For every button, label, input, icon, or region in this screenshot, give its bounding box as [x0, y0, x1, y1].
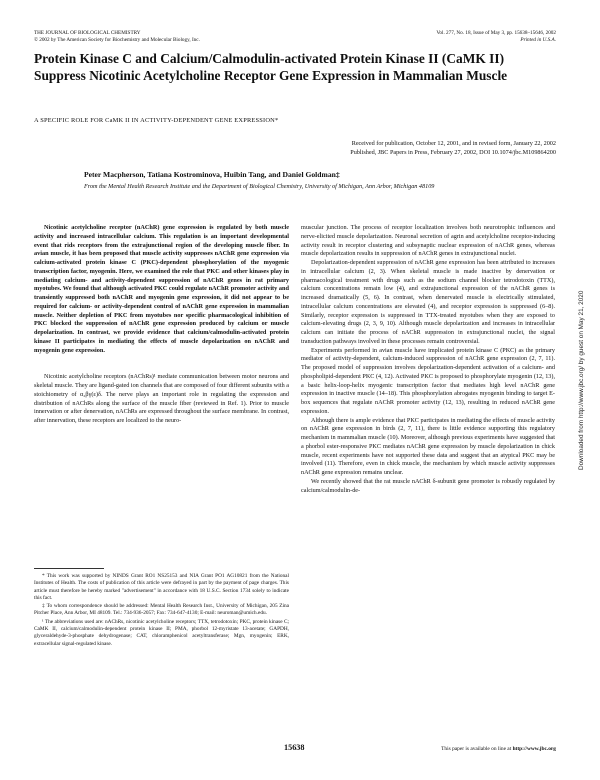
article-subtitle: A SPECIFIC ROLE FOR CaMK II IN ACTIVITY-DEPENDENT GENE EXPRESSION*	[34, 117, 279, 124]
footnote-funding: * This work was supported by NINDS Grant RO1 NS25153 and NIA Grant PO1 AG10821 from the National Institutes of Health. The costs of publication of this article were defrayed in part by the payment of page charges. This article must therefore be hereby marked "advertisement" in accordance with 18 U.S.C. Section 1734 solely to indicate this fact.	[34, 573, 289, 601]
footer-availability-text: This paper is available on line at	[441, 746, 512, 752]
affiliation: From the Mental Health Research Institute and the Department of Biological Chemistry, University of Michigan, Ann Arbor, Michigan 48109	[84, 183, 435, 190]
footer-availability	[441, 746, 556, 752]
right-column	[301, 224, 555, 495]
intro-paragraph-5: We recently showed that the rat muscle nAChR δ-subunit gene promoter is robustly regulated by calcium/calmodulin-de-	[301, 477, 555, 494]
page-number: 15638	[284, 743, 305, 752]
published-line: Published, JBC Papers in Press, February 27, 2002, DOI 10.1074/jbc.M109864200	[350, 149, 556, 156]
journal-header-right	[436, 30, 556, 44]
article-title: Protein Kinase C and Calcium/Calmodulin-activated Protein Kinase II (CaMK II) Suppress Nicotinic Acetylcholine Receptor Gene Expression in Mammalian Muscle	[34, 51, 508, 83]
footnote-divider	[34, 568, 104, 569]
received-line: Received for publication, October 12, 2001, and in revised form, January 22, 2002	[351, 140, 556, 147]
abstract	[34, 224, 289, 355]
journal-volume: Vol. 277, No. 18, Issue of May 3, pp. 15638–15646, 2002	[436, 30, 556, 36]
footnote-correspondence: ‡ To whom correspondence should be addressed: Mental Health Research Inst., University of Michigan, 205 Zina Pitcher Place, Ann Arbor, MI 48109. Tel.: 734-936-2057; Fax: 734-647-4130; E-mail: neuroman@umich.edu.	[34, 603, 289, 617]
abstract-text: Nicotinic acetylcholine receptor (nAChR) gene expression is regulated by both muscle activity and increased intracellular calcium. This regulation is an important developmental event that rids receptors from the extrajunctional region of the developing muscle fiber. In avian muscle, it has been proposed that muscle activity suppresses nAChR gene expression via calcium-activated protein kinase C (PKC)-dependent phosphorylation of the myogenic transcription factor, myogenin. Here, we examined the role that PKC and other kinases play in mediating calcium- and activity-dependent suppression of nAChR genes in rat primary myotubes. We found that although activated PKC could regulate nAChR promoter activity and transiently suppressed both nAChR and myogenin gene expression, it did not appear to be required for calcium- or activity-dependent control of nAChR gene expression in mammalian muscle. Neither depletion of PKC from myotubes nor specific pharmacological inhibition of PKC blocked the suppression of nAChR gene expression produced by calcium or muscle depolarization. In contrast, we provide evidence that calcium/calmodulin-activated protein kinase II participates in mediating the effects of muscle depolarization on nAChR and myogenin gene expression.	[34, 224, 289, 354]
intro-paragraph-continued: muscular junction. The process of receptor localization involves both neurotrophic influences and nerve-elicited muscle depolarization. Neuronal secretion of agrin and acetylcholine receptor-inducing activity result in receptor clustering and subsynaptic nuclear expression of nAChR genes, whereas muscle depolarization results in suppression of nAChR genes in extrajunctional nuclei.	[301, 224, 555, 258]
author-list: Peter Macpherson, Tatiana Kostrominova, Huibin Tang, and Daniel Goldman‡	[84, 170, 340, 179]
journal-printed: Printed in U.S.A.	[520, 37, 556, 43]
footnotes	[34, 568, 289, 649]
intro-paragraph-1: Nicotinic acetylcholine receptors (nAChRs)¹ mediate communication between motor neurons and skeletal muscle. They are ligand-gated ion channels that are composed of four different subunits with a stoichiometry of α₂βγ(ε)δ. The nerve plays an important role in regulating the expression and distribution of nAChRs along the surface of the muscle fiber (reviewed in Ref. 1). Prior to muscle innervation or after denervation, nAChRs are expressed throughout the surface membrane. In contrast, after innervation, these receptors are localized to the neuro-	[34, 373, 289, 424]
footer-url-link[interactable]: http://www.jbc.org	[512, 746, 556, 752]
intro-paragraph-2: Depolarization-dependent suppression of nAChR gene expression has been attributed to increases in intracellular calcium (2, 3). When skeletal muscle is made inactive by denervation or pharmacological treatment with drugs such as the sodium channel blocker tetrodotoxin (TTX), calcium concentrations remain low (4), and extrajunctional expression of the nAChR genes is increased dramatically (5, 6). In contrast, when denervated muscle is electrically stimulated, intracellular calcium concentrations are elevated (4), and receptor expression is suppressed (6–8). Similarly, receptor expression is suppressed in TTX-treated myotubes when they are exposed to calcium-elevating drugs (2, 3, 9, 10). Although muscle depolarization and increases in intracellular calcium can initiate the process of nAChR suppression in extrajunctional nuclei, the signal transduction pathways involved in these processes remain controversial.	[301, 259, 555, 345]
left-column	[34, 224, 289, 426]
received-dates	[350, 139, 556, 157]
footnote-abbreviations: ¹ The abbreviations used are: nAChRs, nicotinic acetylcholine receptors; TTX, tetrodotoxin; PKC, protein kinase C; CaMK II, calcium/calmodulin-dependent protein kinase II; PMA, phorbol 12-myristate 13-acetate; GAPDH, glyceraldehyde-3-phosphate dehydrogenase; CAT, chloramphenicol acetyltransferase; Mgn, myogenin; ERK, extracellular signal-regulated kinase.	[34, 618, 289, 647]
journal-header-left	[34, 30, 200, 44]
intro-paragraph-3: Experiments performed in avian muscle have implicated protein kinase C (PKC) as the primary mediator of activity-dependent, calcium-induced suppression of nAChR gene expression (2, 7, 11). The proposed model of suppression involves depolarization-dependent activation of a calcium- and phospholipid-dependent PKC (4, 12). Activated PKC is proposed to phosphorylate myogenin (12, 13), a basic helix-loop-helix myogenic transcription factor that mediates high level nAChR gene expression in inactive muscle (14–18). This phosphorylation abrogates myogenin binding to target E-box sequences that regulate nAChR promoter activity (12, 13), resulting in reduced nAChR gene expression.	[301, 346, 555, 415]
download-side-strip: Downloaded from http://www.jbc.org/ by guest on May 21, 2020	[578, 290, 585, 470]
journal-copyright: © 2002 by The American Society for Biochemistry and Molecular Biology, Inc.	[34, 37, 200, 43]
journal-name: THE JOURNAL OF BIOLOGICAL CHEMISTRY	[34, 30, 141, 36]
intro-paragraph-4: Although there is ample evidence that PKC participates in mediating the effects of muscle activity on nAChR gene expression in birds (2, 7, 11), there is little evidence supporting this regulatory mechanism in mammalian muscle (10). Moreover, although previous experiments have suggested that a phorbol ester-responsive PKC mediates nAChR gene expression by muscle depolarization in chick muscle, recent experiments have not supported these data and suggest that an atypical PKC may be involved (11). Therefore, even in chick muscle, the mechanism by which muscle activity suppresses nAChR gene expression remains unclear.	[301, 416, 555, 476]
